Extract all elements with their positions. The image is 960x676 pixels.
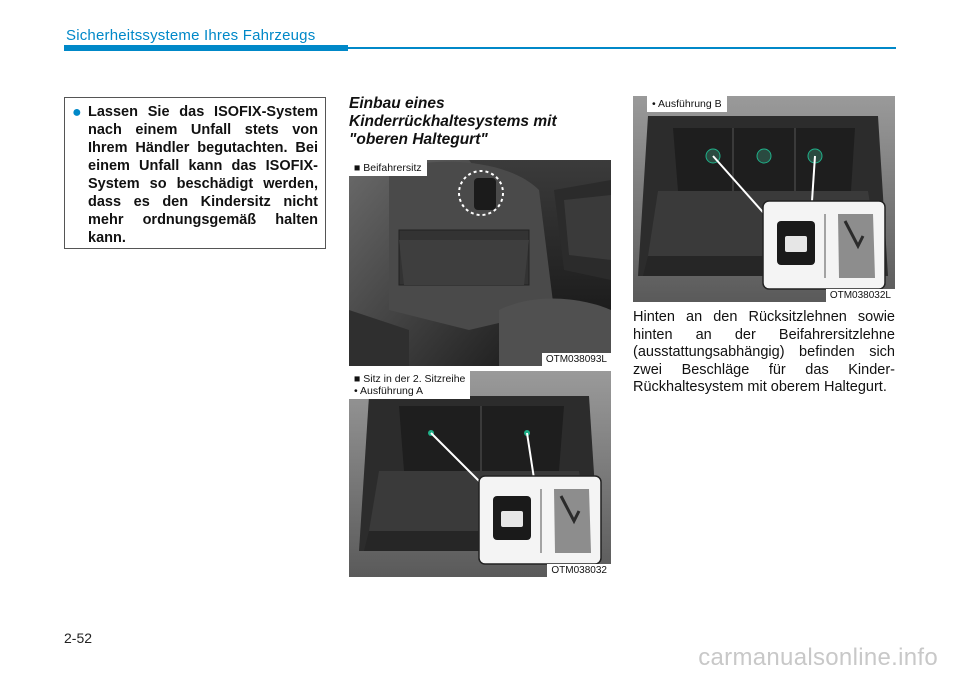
- figure-version-b: [633, 96, 895, 302]
- body-paragraph: Hinten an den Rücksitzlehnen sowie hinten an der Beifahrersitzlehne (ausstattungsabhängig) befinden sich zwei Beschläge für das Kinder-Rückhaltesystem mit oberem Haltegurt.: [633, 309, 895, 395]
- passenger-seat-illustration: [349, 160, 611, 366]
- figure-code: OTM038093L: [542, 353, 611, 366]
- cargo-area-illustration-b: [633, 96, 895, 302]
- page-number: 2-52: [64, 630, 93, 646]
- figure-code: OTM038032: [547, 564, 611, 577]
- figure-passenger-seat: [349, 160, 611, 366]
- watermark-text: carmanualsonline.info: [698, 644, 938, 671]
- bullet-icon: ●: [72, 104, 82, 121]
- figure-caption-line1: ■ Sitz in der 2. Sitzreihe: [354, 373, 466, 385]
- figure-code: OTM038032L: [826, 289, 895, 302]
- figure-caption-line2: • Ausführung A: [354, 385, 424, 397]
- figure-caption: ■ Beifahrersitz: [349, 160, 427, 176]
- note-text: Lassen Sie das ISOFIX-System nach einem Unfall stets von Ihrem Händler begutachten. Bei einem Unfall kann das ISOFIX-System so beschädigt werden, dass es den Kindersitz nicht mehr ordnungsgemäß halten kann.: [88, 104, 318, 246]
- figure-caption: [349, 371, 470, 399]
- section-header-title: Sicherheitssysteme Ihres Fahrzeugs: [66, 27, 316, 44]
- cargo-area-illustration-a: [349, 371, 611, 577]
- section-title: Einbau eines Kinderrückhaltesystems mit "oberen Haltegurt": [349, 95, 557, 148]
- header-rule-accent: [64, 45, 348, 51]
- figure-caption: • Ausführung B: [647, 96, 727, 112]
- figure-second-row-version-a: [349, 371, 611, 577]
